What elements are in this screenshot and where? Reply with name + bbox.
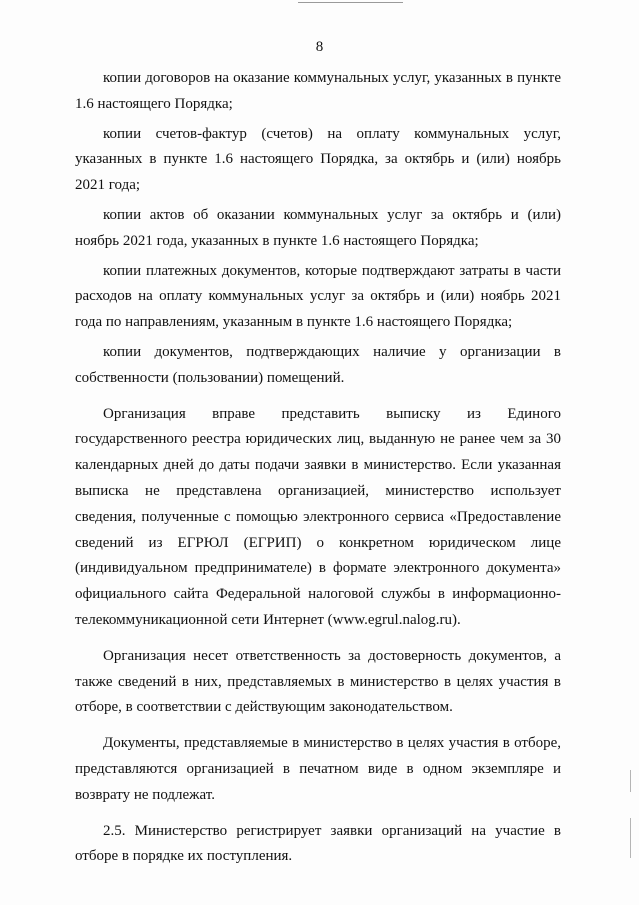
paragraph-responsibility: Организация несет ответственность за достоверность документов, а также сведений в них, представляемых в министерство в целях участия в отборе, в соответствии с действующим законодательством. <box>75 647 561 716</box>
paragraph-ownership-documents: копии документов, подтверждающих наличие у организации в собственности (пользовании) помещений. <box>75 343 561 386</box>
paragraph-printed-documents: Документы, представляемые в министерство в целях участия в отборе, представляются организацией в печатном виде в одном экземпляре и возврату не подлежат. <box>75 735 561 803</box>
scan-margin-marks <box>630 770 632 860</box>
document-body <box>75 66 561 870</box>
paragraph-contracts: копии договоров на оказание коммунальных услуг, указанных в пункте 1.6 настоящего Порядка; <box>75 70 561 112</box>
paragraph-invoices: копии счетов-фактур (счетов) на оплату коммунальных услуг, указанных в пункте 1.6 настоящего Порядка, за октябрь и (или) ноябрь 2021 года; <box>75 125 561 194</box>
page-number: 8 <box>315 39 324 55</box>
paragraph-clause-2-5: 2.5. Министерство регистрирует заявки организаций на участие в отборе в порядке их поступления. <box>75 822 561 865</box>
scan-mark <box>630 770 631 792</box>
top-edge-line <box>298 2 403 3</box>
paragraph-acts: копии актов об оказании коммунальных услуг за октябрь и (или) ноябрь 2021 года, указанных в пункте 1.6 настоящего Порядка; <box>75 206 561 249</box>
paragraph-payment-documents: копии платежных документов, которые подтверждают затраты в части расходов на оплату коммунальных услуг за октябрь и (или) ноябрь 2021 года по направлениям, указанным в пункте 1.6 настоящего Порядка; <box>75 262 561 331</box>
paragraph-registry-extract: Организация вправе представить выписку из Единого государственного реестра юридических лиц, выданную не ранее чем за 30 календарных дней до даты подачи заявки в министерство. Если указанная выписка не представлена организацией, министерство использует сведения, полученные с помощью электронного сервиса «Предоставление сведений из ЕГРЮЛ (ЕГРИП) о конкретном юридическом лице (индивидуальном предпринимателе) в формате электронного документа» официального сайта Федеральной налоговой службы в информационно-телекоммуникационной сети Интернет (www.egrul.nalog.ru). <box>75 405 561 628</box>
scan-mark <box>630 818 631 858</box>
